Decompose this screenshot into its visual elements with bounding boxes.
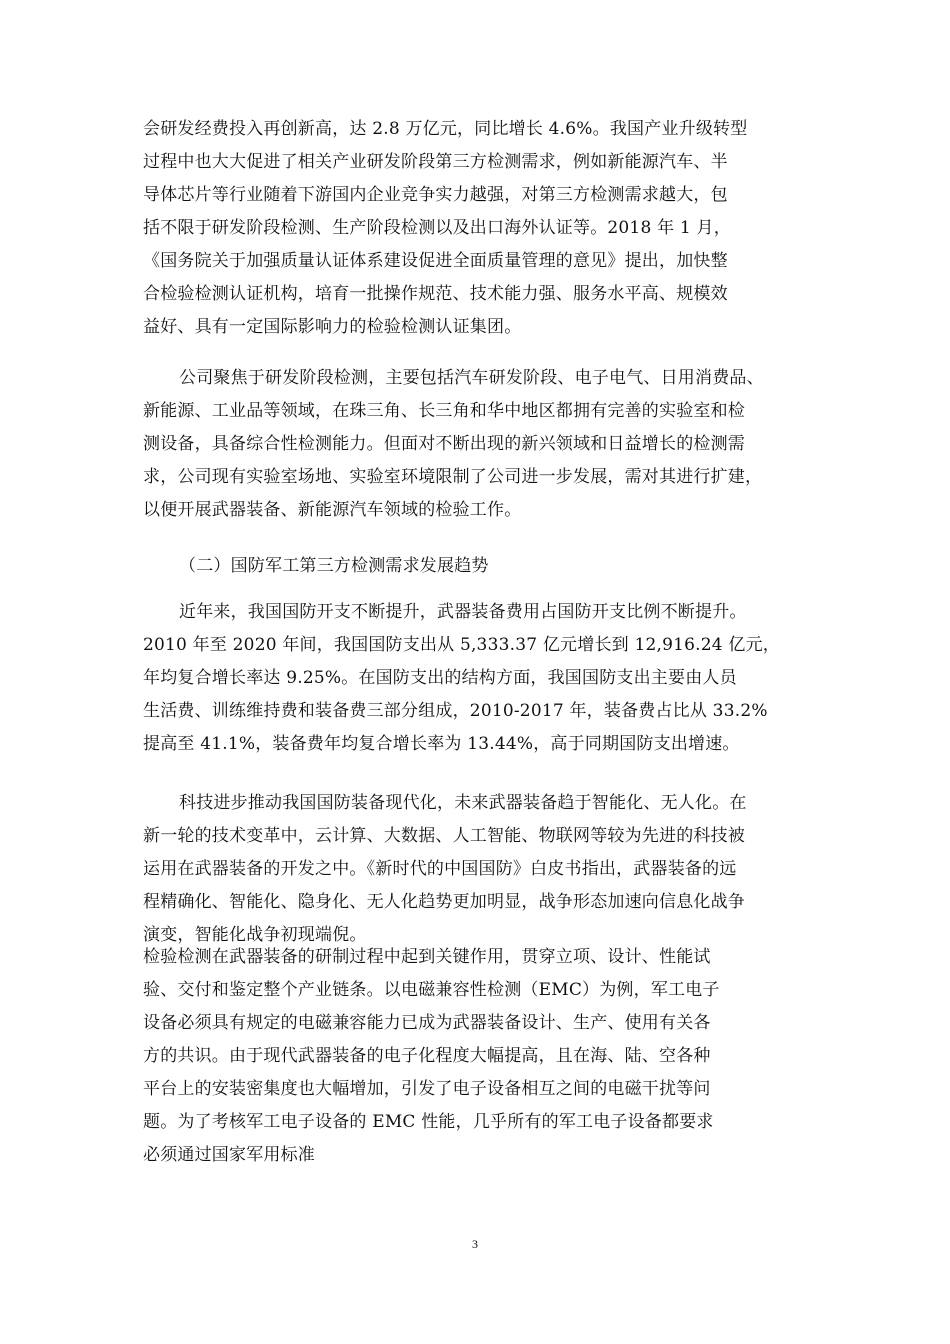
- text-line: 生活费、训练维持费和装备费三部分组成，2010-2017 年，装备费占比从 33.2%: [143, 701, 768, 721]
- text-line: 过程中也大大促进了相关产业研发阶段第三方检测需求，例如新能源汽车、半: [143, 152, 728, 172]
- text-line: 必须通过国家军用标准: [143, 1145, 315, 1165]
- text-line: 演变，智能化战争初现端倪。: [143, 925, 367, 945]
- paragraph-company-focus: [143, 362, 833, 527]
- text-line: 方的共识。由于现代武器装备的电子化程度大幅提高，且在海、陆、空各种: [143, 1046, 711, 1066]
- text-line: 益好、具有一定国际影响力的检验检测认证集团。: [143, 317, 522, 337]
- text-line: 2010 年至 2020 年间，我国国防支出从 5,333.37 亿元增长到 12,916.24 亿元，: [143, 635, 780, 655]
- text-line: 提高至 41.1%，装备费年均复合增长率为 13.44%，高于同期国防支出增速。: [143, 734, 740, 754]
- text-line: 新一轮的技术变革中，云计算、大数据、人工智能、物联网等较为先进的科技被: [143, 826, 745, 846]
- text-line: 公司聚焦于研发阶段检测，主要包括汽车研发阶段、电子电气、日用消费品、: [179, 368, 764, 388]
- text-line: 年均复合增长率达 9.25%。在国防支出的结构方面，我国国防支出主要由人员: [143, 668, 737, 688]
- paragraph-rd-investment: [143, 113, 833, 344]
- paragraph-modernization: [143, 787, 833, 952]
- text-line: 平台上的安装密集度也大幅增加，引发了电子设备相互之间的电磁干扰等问: [143, 1079, 711, 1099]
- section-heading-text: （二）国防军工第三方检测需求发展趋势: [179, 556, 489, 576]
- text-line: 合检验检测认证机构，培育一批操作规范、技术能力强、服务水平高、规模效: [143, 284, 728, 304]
- text-line: 检验检测在武器装备的研制过程中起到关键作用，贯穿立项、设计、性能试: [143, 947, 711, 967]
- text-line: 近年来，我国国防开支不断提升，武器装备费用占国防开支比例不断提升。: [179, 602, 747, 622]
- text-line: 会研发经费投入再创新高，达 2.8 万亿元，同比增长 4.6%。我国产业升级转型: [143, 119, 748, 139]
- text-line: 程精确化、智能化、隐身化、无人化趋势更加明显，战争形态加速向信息化战争: [143, 892, 745, 912]
- paragraph-emc-testing: [143, 941, 833, 1172]
- page-number: 3: [472, 1237, 478, 1251]
- text-line: 设备必须具有规定的电磁兼容能力已成为武器装备设计、生产、使用有关各: [143, 1013, 711, 1033]
- text-line: 题。为了考核军工电子设备的 EMC 性能，几乎所有的军工电子设备都要求: [143, 1112, 714, 1132]
- text-line: 测设备，具备综合性检测能力。但面对不断出现的新兴领域和日益增长的检测需: [143, 434, 745, 454]
- text-line: 以便开展武器装备、新能源汽车领域的检验工作。: [143, 500, 522, 520]
- text-line: 运用在武器装备的开发之中。《新时代的中国国防》白皮书指出，武器装备的远: [143, 859, 737, 879]
- section-heading: [143, 550, 833, 583]
- paragraph-defense-spending: [143, 596, 833, 761]
- text-line: 科技进步推动我国国防装备现代化，未来武器装备趋于智能化、无人化。在: [179, 793, 747, 813]
- text-line: 验、交付和鉴定整个产业链条。以电磁兼容性检测（EMC）为例，军工电子: [143, 980, 720, 1000]
- text-line: 《国务院关于加强质量认证体系建设促进全面质量管理的意见》提出，加快整: [143, 251, 728, 271]
- text-line: 求，公司现有实验室场地、实验室环境限制了公司进一步发展，需对其进行扩建，: [143, 467, 763, 487]
- text-line: 新能源、工业品等领域，在珠三角、长三角和华中地区都拥有完善的实验室和检: [143, 401, 745, 421]
- text-line: 导体芯片等行业随着下游国内企业竞争实力越强，对第三方检测需求越大，包: [143, 185, 728, 205]
- text-line: 括不限于研发阶段检测、生产阶段检测以及出口海外认证等。2018 年 1 月，: [143, 218, 731, 238]
